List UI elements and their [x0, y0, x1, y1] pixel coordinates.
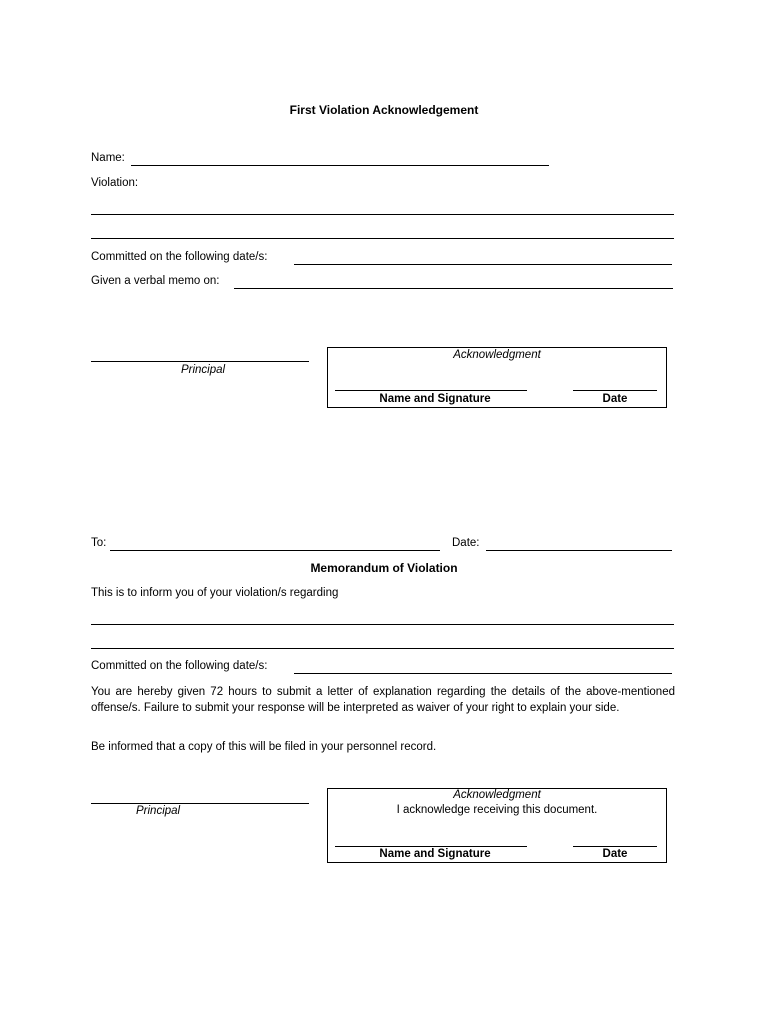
- ack-date-label: Date: [602, 393, 628, 405]
- name-field[interactable]: [131, 165, 549, 166]
- intro-text: This is to inform you of your violation/s regarding: [91, 587, 339, 599]
- committed-dates-label-2: Committed on the following date/s:: [91, 660, 268, 672]
- violation-regarding-line-1[interactable]: [91, 624, 674, 625]
- violation-regarding-line-2[interactable]: [91, 648, 674, 649]
- violation-field-line-2[interactable]: [91, 238, 674, 239]
- acknowledgment-title: Acknowledgment: [453, 349, 541, 361]
- verbal-memo-label: Given a verbal memo on:: [91, 275, 220, 287]
- violation-field-line-1[interactable]: [91, 214, 674, 215]
- acknowledgment-title-2: Acknowledgment: [453, 789, 541, 801]
- ack-date-label-2: Date: [602, 848, 628, 860]
- acknowledgment-statement: I acknowledge receiving this document.: [396, 804, 598, 816]
- principal-label-2: Principal: [136, 805, 181, 817]
- verbal-memo-field[interactable]: [234, 288, 673, 289]
- committed-dates-field-2[interactable]: [294, 673, 672, 674]
- personnel-record-note: Be informed that a copy of this will be filed in your personnel record.: [91, 741, 437, 753]
- committed-dates-label: Committed on the following date/s:: [91, 251, 268, 263]
- name-signature-line-2[interactable]: [335, 846, 527, 847]
- principal-signature-line-2[interactable]: [91, 803, 309, 804]
- name-signature-label-2: Name and Signature: [379, 848, 491, 860]
- name-signature-line[interactable]: [335, 390, 527, 391]
- form1-title: First Violation Acknowledgement: [289, 103, 479, 117]
- acknowledgment-box-2: [327, 788, 667, 863]
- date-field[interactable]: [486, 550, 672, 551]
- form2-title: Memorandum of Violation: [310, 561, 458, 575]
- principal-signature-line[interactable]: [91, 361, 309, 362]
- to-field[interactable]: [110, 550, 440, 551]
- principal-label: Principal: [180, 364, 226, 376]
- committed-dates-field[interactable]: [294, 264, 672, 265]
- to-label: To:: [91, 537, 107, 549]
- date-field-label: Date:: [452, 537, 480, 549]
- name-signature-label: Name and Signature: [379, 393, 491, 405]
- ack-date-line-2[interactable]: [573, 846, 657, 847]
- violation-label: Violation:: [91, 177, 139, 189]
- ack-date-line[interactable]: [573, 390, 657, 391]
- name-label: Name:: [91, 152, 125, 164]
- explanation-paragraph: You are hereby given 72 hours to submit a letter of explanation regarding the details of the above-mentioned offense/s. Failure to submit your response will be interpreted as waiver of your right to explain your side.: [91, 686, 675, 714]
- acknowledgment-box: [327, 347, 667, 408]
